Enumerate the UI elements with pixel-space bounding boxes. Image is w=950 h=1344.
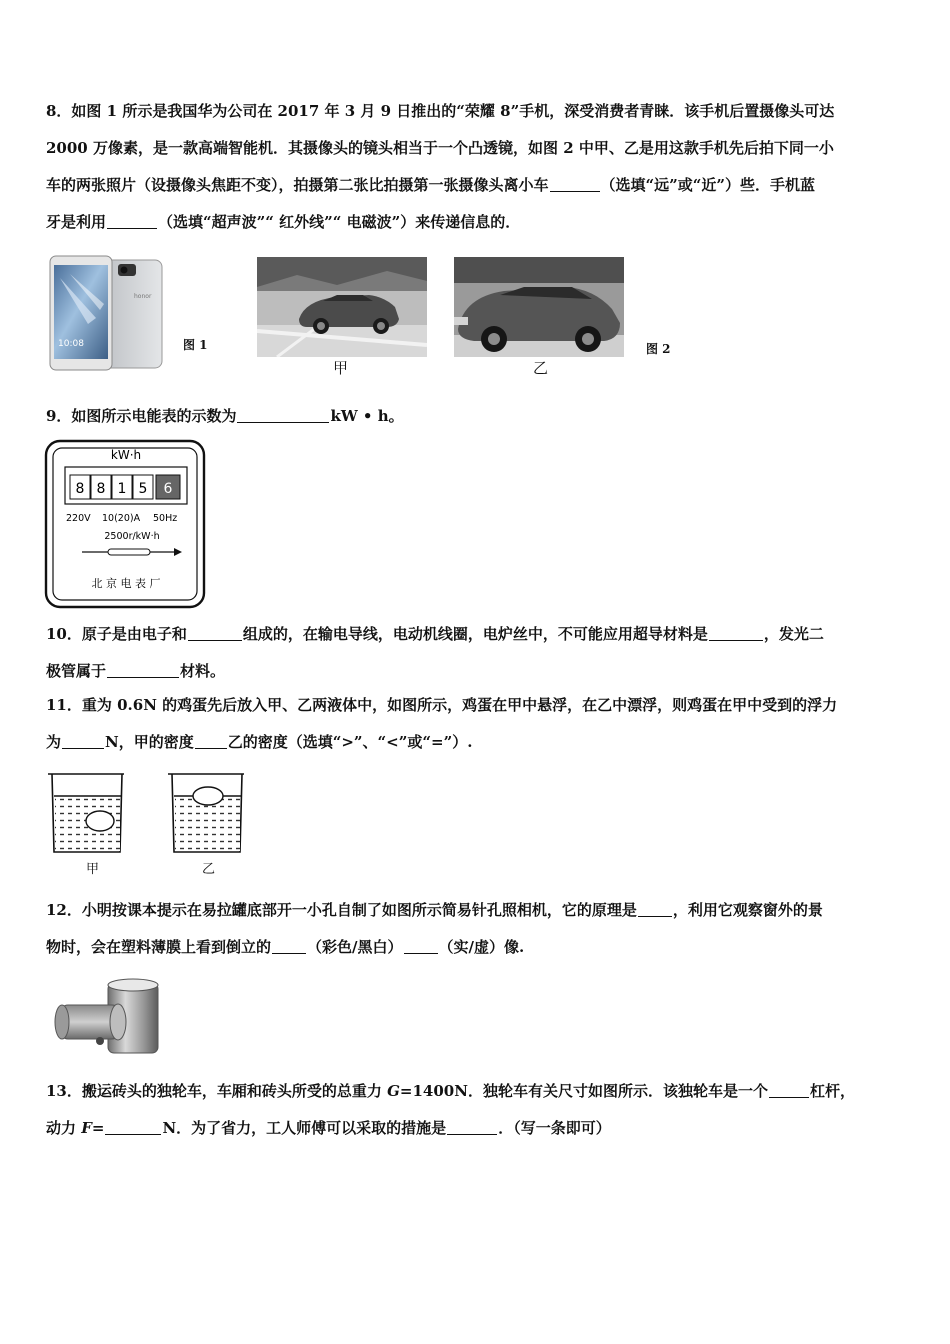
pinhole-camera-image — [52, 975, 164, 1057]
q11-blank-2[interactable] — [195, 731, 227, 749]
question-13 — [46, 1073, 906, 1147]
meter-spec-freq: 50Hz — [153, 513, 178, 524]
beaker-jia-label: 甲 — [86, 862, 100, 877]
figure-2-caption: 图 2 — [646, 342, 671, 356]
q12-line-1: 12．小明按课本提示在易拉罐底部开一小孔自制了如图所示简易针孔照相机，它的原理是 ，利用它观察窗外的景 — [46, 901, 823, 919]
meter-digit-4: 5 — [138, 481, 148, 497]
car-photo-jia-label: 甲 — [333, 359, 349, 377]
q12-line-2: 物时，会在塑料薄膜上看到倒立的 （彩色/黑白） （实/虚）像. — [46, 938, 525, 956]
meter-spec-current: 10(20)A — [102, 513, 141, 524]
q8-line-2: 2000 万像素，是一款高端智能机．其摄像头的镜头相当于一个凸透镜，如图 2 中甲、乙是用这款手机先后拍下同一小 — [46, 139, 834, 157]
meter-digit-1: 8 — [75, 481, 85, 497]
q8-line-3: 车的两张照片（设摄像头焦距不变），拍摄第二张比拍摄第一张摄像头离小车 （选填“远”或“近”）些．手机蓝 — [46, 176, 816, 194]
figure-1-caption: 图 1 — [183, 338, 208, 352]
egg-icon — [86, 811, 114, 831]
q9-line-1: 9．如图所示电能表的示数为 kW • h。 — [46, 407, 404, 425]
q13-line-2: 动力 F= N．为了省力，工人师傅可以采取的措施是 ．（写一条即可） — [46, 1119, 611, 1137]
q13-blank-3[interactable] — [447, 1117, 497, 1135]
electric-meter — [44, 439, 206, 609]
q11-line-2: 为 N，甲的密度 乙的密度（选填“>”、“<”或“=”）. — [46, 733, 473, 751]
q10-blank-2[interactable] — [709, 623, 763, 641]
phone-image — [48, 254, 166, 372]
q13-blank-1[interactable] — [769, 1080, 809, 1098]
phone-screen-time: 10:08 — [58, 339, 84, 349]
q8-line-1: 8．如图 1 所示是我国华为公司在 2017 年 3 月 9 日推出的“荣耀 8”手机，深受消费者青睐．该手机后置摄像头可达 — [46, 102, 835, 120]
car-photo-yi-label: 乙 — [533, 359, 549, 377]
q12-blank-1[interactable] — [638, 899, 672, 917]
q13-blank-2[interactable] — [105, 1117, 161, 1135]
q13-line-1: 13．搬运砖头的独轮车，车厢和砖头所受的总重力 G=1400N．独轮车有关尺寸如图所示．该独轮车是一个 杠杆， — [46, 1082, 855, 1100]
q8-blank-2[interactable] — [107, 211, 157, 229]
car-photo-yi — [454, 257, 624, 357]
q10-blank-3[interactable] — [107, 660, 179, 678]
beaker-yi-label: 乙 — [202, 862, 216, 877]
egg-icon — [193, 787, 223, 805]
question-12 — [46, 892, 906, 966]
q11-blank-1[interactable] — [62, 731, 104, 749]
meter-maker: 北 京 电 表 厂 — [91, 577, 161, 590]
q8-line-4: 牙是利用 （选填“超声波”“ 红外线”“ 电磁波”）来传递信息的． — [46, 213, 521, 231]
beaker-jia — [44, 768, 128, 856]
q9-blank[interactable] — [237, 405, 329, 423]
phone-brand: honor — [134, 293, 152, 300]
question-9 — [46, 398, 906, 435]
meter-decimal-digit: 6 — [163, 481, 173, 497]
question-8 — [46, 93, 906, 241]
meter-digit-2: 8 — [96, 481, 106, 497]
q12-blank-3[interactable] — [404, 936, 438, 954]
meter-digit-3: 1 — [117, 481, 127, 497]
question-11 — [46, 687, 906, 761]
meter-spec-rev: 2500r/kW·h — [104, 531, 160, 542]
q10-line-2: 极管属于 材料。 — [46, 662, 226, 680]
q11-line-1: 11．重为 0.6N 的鸡蛋先后放入甲、乙两液体中，如图所示，鸡蛋在甲中悬浮，在乙中漂浮，则鸡蛋在甲中受到的浮力 — [46, 696, 838, 714]
meter-unit: kW·h — [110, 448, 142, 462]
q10-blank-1[interactable] — [188, 623, 242, 641]
car-photo-jia — [257, 257, 427, 357]
question-10 — [46, 616, 906, 690]
q10-line-1: 10．原子是由电子和 组成的，在输电导线，电动机线圈，电炉丝中，不可能应用超导材料是 ，发光二 — [46, 625, 824, 643]
q12-blank-2[interactable] — [272, 936, 306, 954]
q8-blank-1[interactable] — [550, 174, 600, 192]
beaker-yi — [164, 768, 248, 856]
meter-spec-voltage: 220V — [66, 513, 91, 524]
